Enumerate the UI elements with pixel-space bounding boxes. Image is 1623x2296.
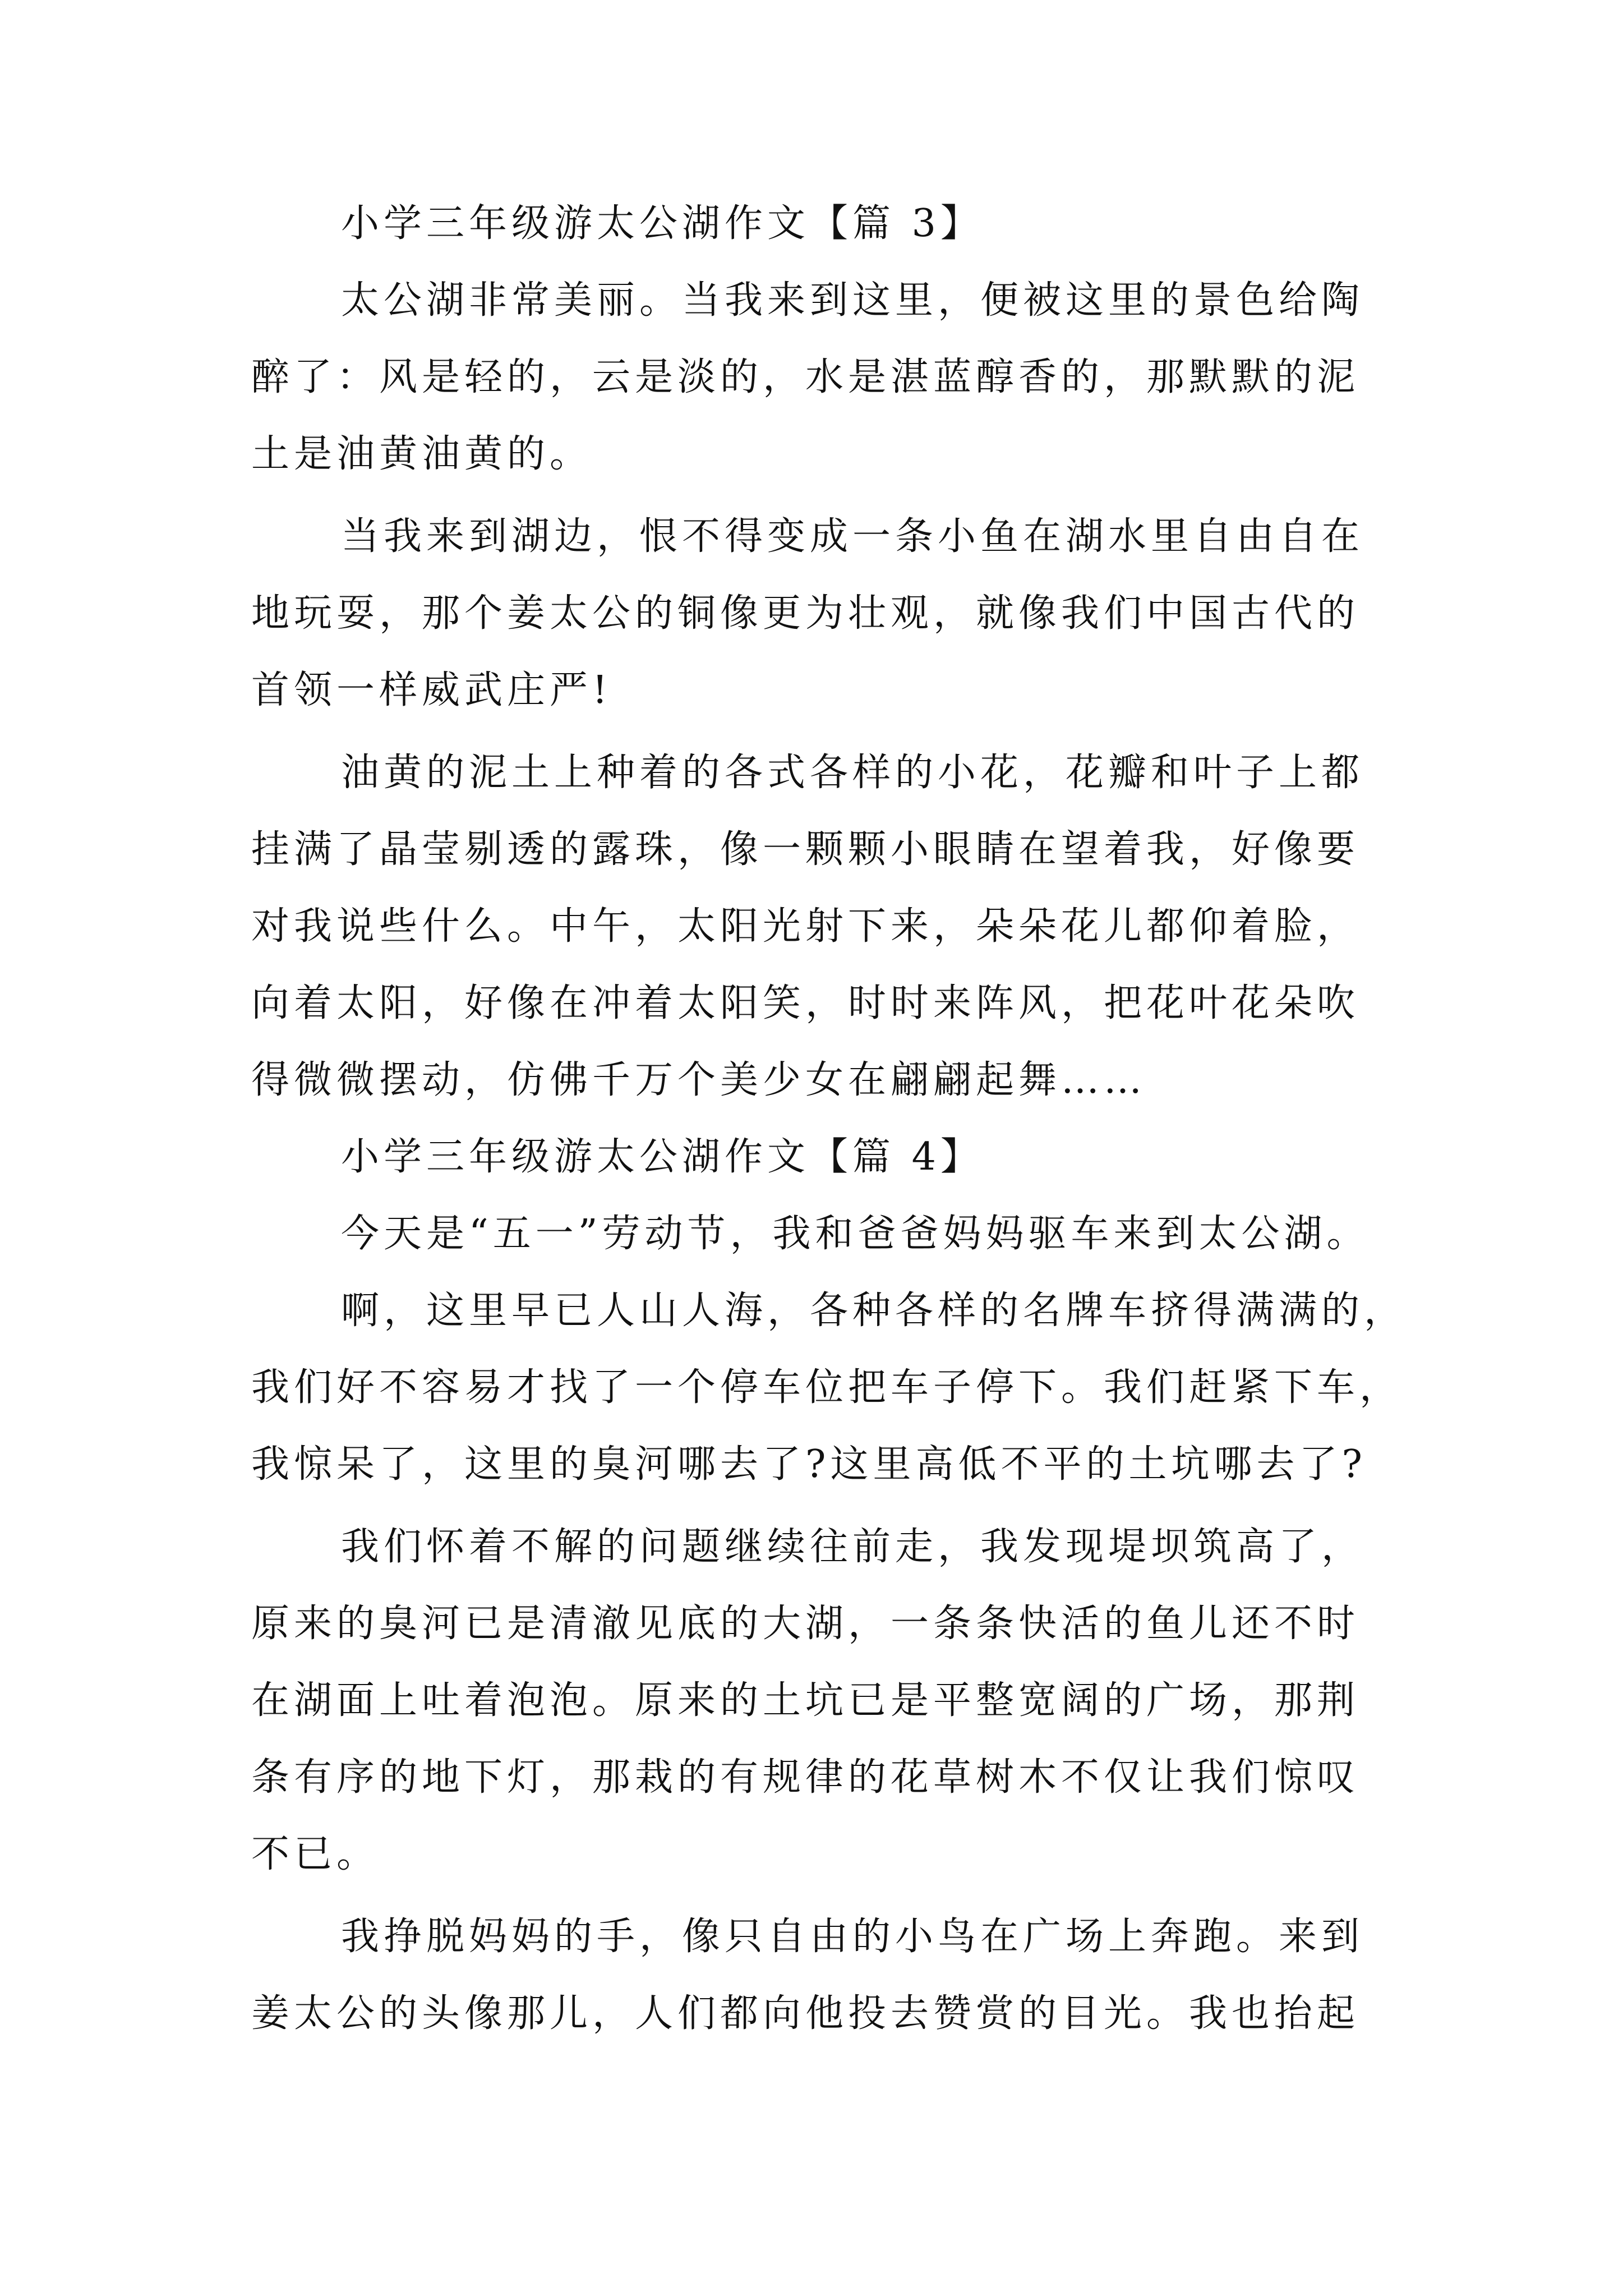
paragraph [251, 1272, 1407, 1503]
paragraph-line: 挂满了晶莹剔透的露珠，像一颗颗小眼睛在望着我，好像要 [251, 827, 1360, 872]
paragraph [251, 262, 1401, 493]
paragraph-line: 得微微摆动，仿佛千万个美少女在翩翩起舞…… [251, 1058, 1147, 1102]
paragraph-line: 今天是“五一”劳动节，我和爸爸妈妈驱车来到太公湖。 [341, 1212, 1370, 1256]
paragraph-line: 土是油黄油黄的。 [251, 432, 593, 476]
paragraph-line: 对我说些什么。中午，太阳光射下来，朵朵花儿都仰着脸， [251, 904, 1360, 949]
paragraph-line: 油黄的泥土上种着的各式各样的小花，花瓣和叶子上都 [341, 751, 1364, 795]
paragraph-line: 向着太阳，好像在冲着太阳笑，时时来阵风，把花叶花朵吹 [251, 981, 1360, 1025]
paragraph-line: 我们好不容易才找了一个停车位把车子停下。我们赶紧下车， [251, 1365, 1403, 1410]
paragraph-line: 原来的臭河已是清澈见底的大湖，一条条快活的鱼儿还不时 [251, 1602, 1360, 1646]
paragraph-line: 首领一样威武庄严! [251, 668, 612, 712]
paragraph-line: 姜太公的头像那儿，人们都向他投去赞赏的目光。我也抬起 [251, 1991, 1360, 2036]
paragraph-line: 不已。 [251, 1832, 380, 1876]
section-heading: 小学三年级游太公湖作文【篇 3】 [341, 201, 983, 246]
paragraph-line: 地玩耍，那个姜太公的铜像更为壮观，就像我们中国古代的 [251, 591, 1360, 636]
paragraph [251, 1508, 1401, 1893]
section-4 [251, 1119, 1407, 2052]
essay-body [251, 185, 1407, 2052]
paragraph [251, 1898, 1401, 2052]
paragraph [251, 1195, 1401, 1272]
paragraph [251, 498, 1401, 729]
paragraph-line: 我们怀着不解的问题继续往前走，我发现堤坝筑高了， [341, 1525, 1364, 1569]
paragraph-line: 太公湖非常美丽。当我来到这里，便被这里的景色给陶 [341, 278, 1364, 323]
paragraph-line: 条有序的地下灯，那栽的有规律的花草树木不仅让我们惊叹 [251, 1755, 1360, 1800]
paragraph [251, 734, 1401, 1119]
paragraph-line: 我挣脱妈妈的手，像只自由的小鸟在广场上奔跑。来到 [341, 1915, 1364, 1959]
paragraph-line: 在湖面上吐着泡泡。原来的土坑已是平整宽阔的广场，那荆 [251, 1678, 1360, 1723]
section-3 [251, 185, 1401, 1119]
paragraph-line: 我惊呆了，这里的臭河哪去了?这里高低不平的土坑哪去了? [251, 1442, 1367, 1487]
section-heading: 小学三年级游太公湖作文【篇 4】 [341, 1135, 983, 1179]
paragraph-line: 啊，这里早已人山人海，各种各样的名牌车挤得满满的， [341, 1289, 1407, 1333]
paragraph-line: 醉了：风是轻的，云是淡的，水是湛蓝醇香的，那默默的泥 [251, 355, 1360, 399]
paragraph-line: 当我来到湖边，恨不得变成一条小鱼在湖水里自由自在 [341, 514, 1364, 559]
